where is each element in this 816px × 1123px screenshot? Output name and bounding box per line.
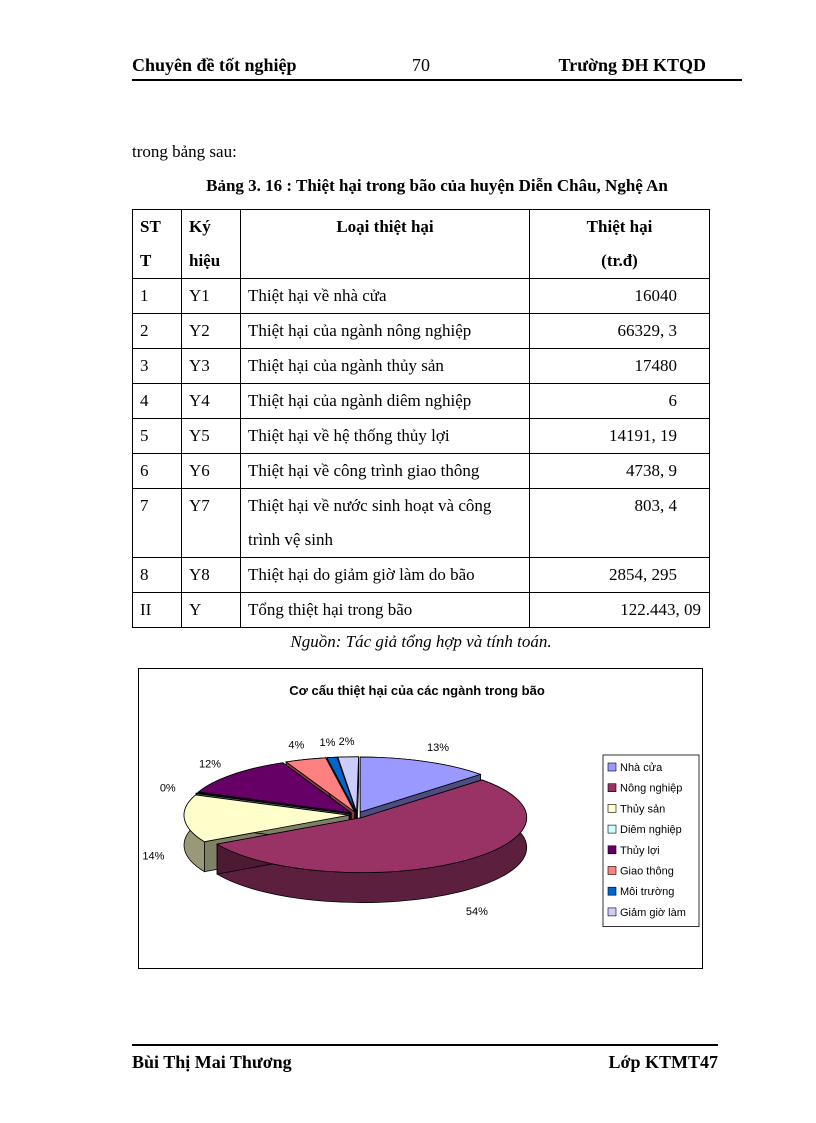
- row-type: Thiệt hại của ngành nông nghiệp: [241, 314, 530, 349]
- table-row: [133, 384, 710, 419]
- footer-class: Lớp KTMT47: [608, 1052, 718, 1072]
- legend-entry: Thủy lợi: [620, 844, 660, 857]
- legend-frame: [603, 755, 699, 927]
- legend-entry: Nông nghiệp: [620, 782, 683, 795]
- row-type: Thiệt hại của ngành diêm nghiệp: [241, 384, 530, 419]
- row-symbol: Y1: [182, 279, 241, 314]
- legend-swatch: [608, 846, 616, 854]
- table-row: [133, 279, 710, 314]
- row-symbol: Y3: [182, 349, 241, 384]
- legend-entry: Nhà cửa: [620, 762, 663, 774]
- row-value: 2854, 295: [530, 558, 710, 593]
- pie-data-label: 12%: [198, 758, 221, 771]
- damage-table: [132, 209, 710, 628]
- legend-entry: Môi trường: [620, 886, 675, 899]
- header-university: Trường ĐH KTQD: [558, 55, 706, 75]
- legend-swatch: [608, 804, 616, 812]
- pie-data-label: 14%: [142, 850, 165, 863]
- legend-swatch: [608, 908, 616, 916]
- header-stt: [133, 210, 182, 279]
- row-stt: 1: [133, 279, 182, 314]
- pie-data-label: 13%: [427, 742, 450, 755]
- table-caption: Bảng 3. 16 : Thiệt hại trong bão của huyện Diễn Châu, Nghệ An: [206, 176, 668, 195]
- header-stt-line1: ST: [140, 217, 161, 236]
- table-row: [133, 454, 710, 489]
- intro-text: trong bảng sau:: [132, 142, 237, 161]
- pie-chart: [139, 669, 702, 968]
- pie-chart-box: [138, 668, 703, 969]
- row-stt: 3: [133, 349, 182, 384]
- row-value: 16040: [530, 279, 710, 314]
- pie-data-label: 54%: [465, 905, 488, 918]
- header-damage: [530, 210, 710, 279]
- table-row: [133, 419, 710, 454]
- row-value: 803, 4: [530, 489, 710, 558]
- legend-entry: Giảm giờ làm: [620, 906, 686, 919]
- row-type: [241, 489, 530, 558]
- legend-entry: Thủy sản: [620, 803, 666, 816]
- row-type-line1: Thiệt hại về nước sinh hoạt và công: [248, 496, 492, 515]
- row-type: Thiệt hại về hệ thống thủy lợi: [241, 419, 530, 454]
- header-symbol-line2: hiệu: [189, 251, 221, 270]
- row-symbol: Y: [182, 593, 241, 628]
- table-header-row: [133, 210, 710, 279]
- table-row: [133, 349, 710, 384]
- chart-legend: [603, 755, 699, 927]
- row-stt: 2: [133, 314, 182, 349]
- row-type: Thiệt hại của ngành thủy sản: [241, 349, 530, 384]
- table-row: [133, 314, 710, 349]
- header-damage-line1: Thiệt hại: [586, 217, 653, 236]
- header-stt-line2: T: [140, 251, 152, 270]
- pie-data-label: 0%: [159, 782, 176, 795]
- header-symbol-line1: Ký: [189, 217, 211, 236]
- row-symbol: Y6: [182, 454, 241, 489]
- page-header: [132, 53, 742, 81]
- row-symbol: Y8: [182, 558, 241, 593]
- row-type-line2: trình vệ sinh: [248, 530, 333, 549]
- row-stt: 7: [133, 489, 182, 558]
- page-footer: [132, 1044, 718, 1076]
- row-type: Thiệt hại về nhà cửa: [241, 279, 530, 314]
- legend-swatch: [608, 784, 616, 792]
- footer-author: Bùi Thị Mai Thương: [132, 1052, 292, 1072]
- row-stt: 5: [133, 419, 182, 454]
- row-value: 4738, 9: [530, 454, 710, 489]
- row-value: 6: [530, 384, 710, 419]
- table-row-total: [133, 593, 710, 628]
- pie-slices: [184, 757, 527, 903]
- row-symbol: Y7: [182, 489, 241, 558]
- header-page-number: 70: [412, 55, 430, 75]
- row-stt: 8: [133, 558, 182, 593]
- row-value: 122.443, 09: [530, 593, 710, 628]
- source-note: Nguồn: Tác giả tổng hợp và tính toán.: [290, 632, 552, 651]
- header-type: Loại thiệt hại: [241, 210, 530, 279]
- legend-swatch: [608, 887, 616, 895]
- chart-title: Cơ cấu thiệt hại của các ngành trong bão: [289, 683, 545, 698]
- pie-data-label: 2%: [338, 736, 355, 749]
- row-symbol: Y5: [182, 419, 241, 454]
- legend-entry: Diêm nghiệp: [620, 824, 682, 837]
- header-symbol: [182, 210, 241, 279]
- row-value: 14191, 19: [530, 419, 710, 454]
- legend-swatch: [608, 867, 616, 875]
- table-row: [133, 558, 710, 593]
- row-stt: 6: [133, 454, 182, 489]
- row-value: 17480: [530, 349, 710, 384]
- legend-swatch: [608, 825, 616, 833]
- row-symbol: Y4: [182, 384, 241, 419]
- row-type: Thiệt hại về công trình giao thông: [241, 454, 530, 489]
- legend-swatch: [608, 763, 616, 771]
- row-symbol: Y2: [182, 314, 241, 349]
- row-stt: 4: [133, 384, 182, 419]
- pie-data-label: 4%: [288, 739, 305, 752]
- row-type: Tổng thiệt hại trong bão: [241, 593, 530, 628]
- row-type: Thiệt hại do giảm giờ làm do bão: [241, 558, 530, 593]
- table-row: [133, 489, 710, 558]
- row-value: 66329, 3: [530, 314, 710, 349]
- header-damage-line2: (tr.đ): [601, 251, 638, 270]
- pie-data-label: 1%: [319, 736, 336, 749]
- header-thesis-title: Chuyên đề tốt nghiệp: [132, 55, 297, 75]
- legend-entry: Giao thông: [620, 865, 674, 878]
- row-stt: II: [133, 593, 182, 628]
